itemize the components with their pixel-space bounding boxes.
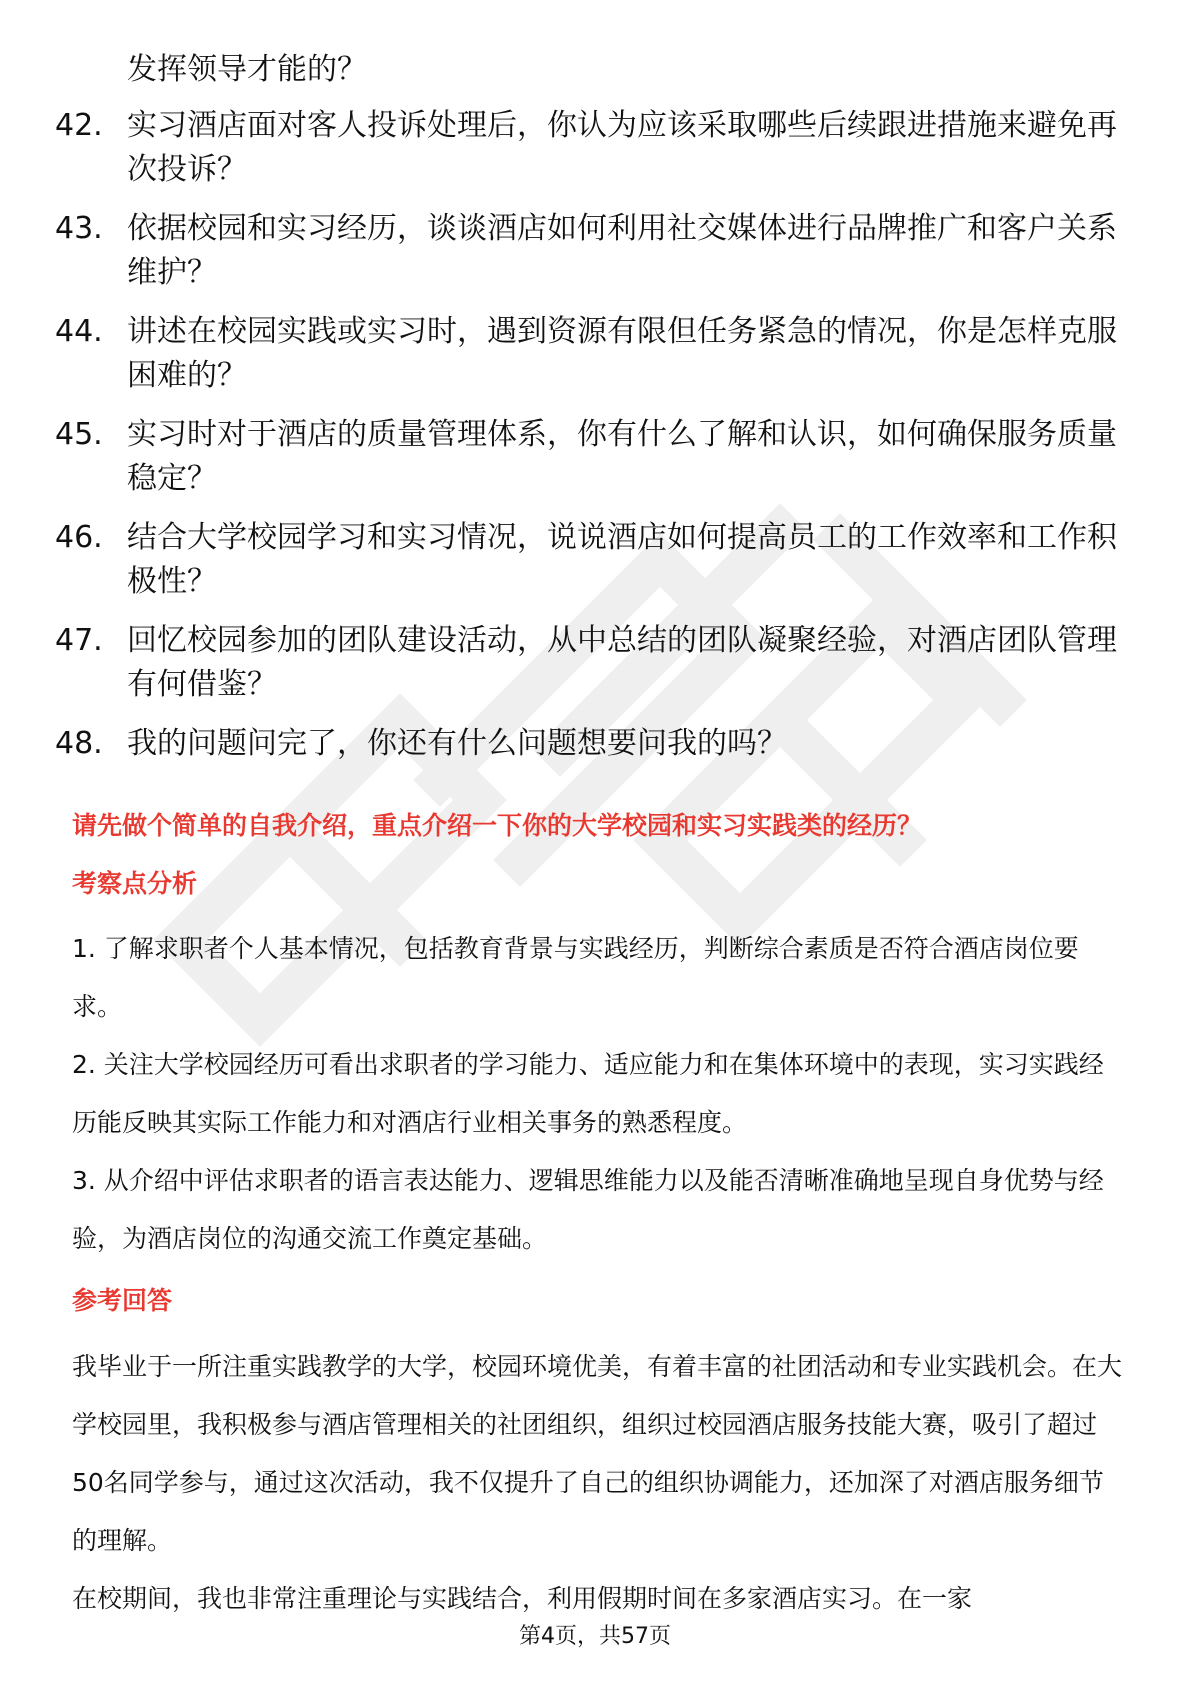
analysis-item: 1. 了解求职者个人基本情况，包括教育背景与实践经历，判断综合素质是否符合酒店岗位要求。 xyxy=(72,934,1079,1021)
section-question-title: 请先做个简单的自我介绍，重点介绍一下你的大学校园和实习实践类的经历？ xyxy=(72,811,923,840)
answer-body xyxy=(72,1338,1122,1628)
question-number: 42. xyxy=(55,108,103,143)
question-item xyxy=(0,722,1117,766)
question-continuation: 发挥领导才能的？ xyxy=(127,52,367,87)
answer-paragraph: 在校期间，我也非常注重理论与实践结合，利用假期时间在多家酒店实习。在一家 xyxy=(72,1584,973,1613)
question-item xyxy=(0,310,1117,398)
analysis-heading: 考察点分析 xyxy=(72,869,198,898)
question-text: 实习酒店面对客人投诉处理后，你认为应该采取哪些后续跟进措施来避免再次投诉？ xyxy=(127,108,1117,187)
answer-paragraph: 我毕业于一所注重实践教学的大学，校园环境优美，有着丰富的社团活动和专业实践机会。在大学校园里，我积极参与酒店管理相关的社团组织，组织过校园酒店服务技能大赛，吸引了超过50名同学参与，通过这次活动，我不仅提升了自己的组织协调能力，还加深了对酒店服务细节的理解。 xyxy=(72,1352,1123,1555)
question-item xyxy=(0,207,1117,295)
question-number: 47. xyxy=(55,623,103,658)
question-text: 依据校园和实习经历，谈谈酒店如何利用社交媒体进行品牌推广和客户关系维护？ xyxy=(127,211,1117,290)
question-text: 讲述在校园实践或实习时，遇到资源有限但任务紧急的情况，你是怎样克服困难的？ xyxy=(127,314,1117,393)
question-item xyxy=(0,413,1117,501)
page-number-footer: 第4页，共57页 xyxy=(519,1624,671,1649)
question-text: 结合大学校园学习和实习情况，说说酒店如何提高员工的工作效率和工作积极性？ xyxy=(127,520,1117,599)
analysis-item: 3. 从介绍中评估求职者的语言表达能力、逻辑思维能力以及能否清晰准确地呈现自身优势与经验，为酒店岗位的沟通交流工作奠定基础。 xyxy=(72,1166,1104,1253)
answer-heading: 参考回答 xyxy=(72,1286,173,1315)
question-number: 48. xyxy=(55,726,103,761)
question-text: 实习时对于酒店的质量管理体系，你有什么了解和认识，如何确保服务质量稳定？ xyxy=(127,417,1117,496)
analysis-list xyxy=(72,920,1122,1268)
question-number: 44. xyxy=(55,314,103,349)
question-list xyxy=(0,104,1190,766)
question-number: 43. xyxy=(55,211,103,246)
question-item xyxy=(0,516,1117,604)
question-number: 46. xyxy=(55,520,103,555)
question-item xyxy=(0,619,1117,707)
question-number: 45. xyxy=(55,417,103,452)
question-text: 我的问题问完了，你还有什么问题想要问我的吗？ xyxy=(127,726,787,761)
question-item xyxy=(0,104,1117,192)
question-text: 回忆校园参加的团队建设活动，从中总结的团队凝聚经验，对酒店团队管理有何借鉴？ xyxy=(127,623,1117,702)
analysis-item: 2. 关注大学校园经历可看出求职者的学习能力、适应能力和在集体环境中的表现，实习实践经历能反映其实际工作能力和对酒店行业相关事务的熟悉程度。 xyxy=(72,1050,1104,1137)
